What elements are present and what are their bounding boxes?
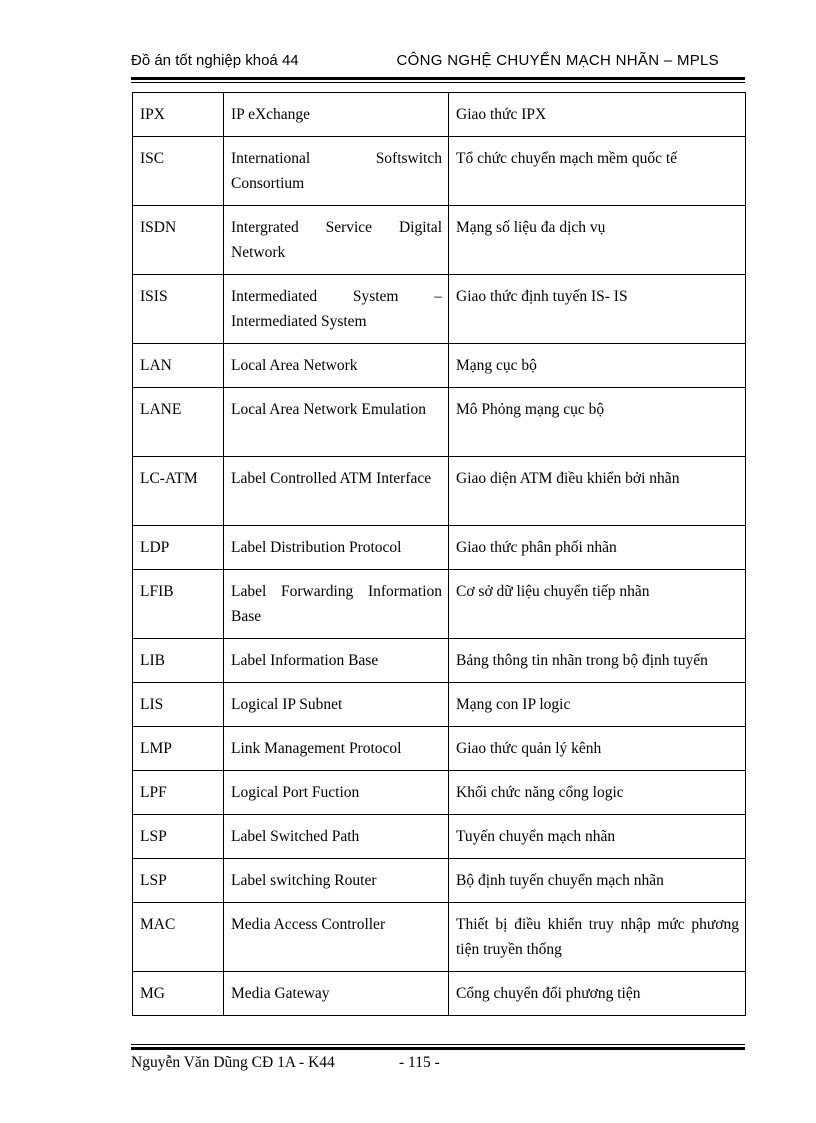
- term-cell: Label Controlled ATM Interface: [224, 457, 449, 526]
- abbr-cell: LSP: [133, 815, 224, 859]
- table-row: [133, 639, 746, 683]
- abbr-cell: LIS: [133, 683, 224, 727]
- term-cell: Logical IP Subnet: [224, 683, 449, 727]
- header-right-text: CÔNG NGHỆ CHUYỂN MẠCH NHÃN – MPLS: [396, 52, 719, 69]
- term-cell: IP eXchange: [224, 93, 449, 137]
- table-row: [133, 206, 746, 275]
- term-cell: Media Access Controller: [224, 903, 449, 972]
- table-row: [133, 570, 746, 639]
- term-cell: Media Gateway: [224, 972, 449, 1016]
- meaning-cell: Giao thức phân phối nhãn: [449, 526, 746, 570]
- term-cell: International Softswitch Consortium: [224, 137, 449, 206]
- table-row: [133, 457, 746, 526]
- page-header: [131, 52, 745, 76]
- table-row: [133, 137, 746, 206]
- term-cell: Intergrated Service Digital Network: [224, 206, 449, 275]
- meaning-cell: Tuyến chuyển mạch nhãn: [449, 815, 746, 859]
- meaning-cell: Giao diện ATM điều khiển bởi nhãn: [449, 457, 746, 526]
- abbr-cell: LANE: [133, 388, 224, 457]
- term-cell: Link Management Protocol: [224, 727, 449, 771]
- meaning-cell: Mạng con IP logic: [449, 683, 746, 727]
- term-cell: Label Information Base: [224, 639, 449, 683]
- meaning-cell: Giao thức định tuyến IS- IS: [449, 275, 746, 344]
- meaning-cell: Cổng chuyển đổi phương tiện: [449, 972, 746, 1016]
- table-row: [133, 388, 746, 457]
- table-row: [133, 771, 746, 815]
- abbr-cell: MG: [133, 972, 224, 1016]
- abbr-cell: ISDN: [133, 206, 224, 275]
- table-row: [133, 275, 746, 344]
- term-cell: Local Area Network: [224, 344, 449, 388]
- table-row: [133, 727, 746, 771]
- term-cell: Logical Port Fuction: [224, 771, 449, 815]
- abbreviation-table: [132, 92, 746, 1016]
- table-row: [133, 815, 746, 859]
- table-row: [133, 526, 746, 570]
- abbr-cell: LSP: [133, 859, 224, 903]
- meaning-cell: Mạng số liệu đa dịch vụ: [449, 206, 746, 275]
- header-rule-thick: [131, 77, 745, 80]
- header-left-text: Đồ án tốt nghiệp khoá 44: [131, 52, 299, 69]
- abbr-cell: ISC: [133, 137, 224, 206]
- meaning-cell: Thiết bị điều khiển truy nhập mức phương tiện truyền thống: [449, 903, 746, 972]
- page-number: - 115 -: [399, 1054, 440, 1071]
- abbr-cell: LMP: [133, 727, 224, 771]
- table-row: [133, 93, 746, 137]
- table-row: [133, 683, 746, 727]
- meaning-cell: Bảng thông tin nhãn trong bộ định tuyến: [449, 639, 746, 683]
- term-cell: Label Switched Path: [224, 815, 449, 859]
- meaning-cell: Giao thức quản lý kênh: [449, 727, 746, 771]
- meaning-cell: Khối chức năng cổng logic: [449, 771, 746, 815]
- term-cell: Local Area Network Emulation: [224, 388, 449, 457]
- footer-rule-thin: [131, 1044, 745, 1045]
- abbr-cell: LFIB: [133, 570, 224, 639]
- term-cell: Label switching Router: [224, 859, 449, 903]
- abbr-cell: LPF: [133, 771, 224, 815]
- table-row: [133, 859, 746, 903]
- meaning-cell: Mô Phỏng mạng cục bộ: [449, 388, 746, 457]
- header-rule-thin: [131, 82, 745, 83]
- abbr-cell: IPX: [133, 93, 224, 137]
- abbr-cell: ISIS: [133, 275, 224, 344]
- abbr-cell: LC-ATM: [133, 457, 224, 526]
- meaning-cell: Bộ định tuyến chuyển mạch nhãn: [449, 859, 746, 903]
- meaning-cell: Mạng cục bộ: [449, 344, 746, 388]
- abbr-cell: LDP: [133, 526, 224, 570]
- term-cell: Label Forwarding Information Base: [224, 570, 449, 639]
- meaning-cell: Giao thức IPX: [449, 93, 746, 137]
- footer-rule-thick: [131, 1047, 745, 1050]
- meaning-cell: Tổ chức chuyển mạch mềm quốc tế: [449, 137, 746, 206]
- term-cell: Intermediated System – Intermediated System: [224, 275, 449, 344]
- abbr-cell: LAN: [133, 344, 224, 388]
- table-row: [133, 344, 746, 388]
- table-row: [133, 972, 746, 1016]
- footer-author: Nguyễn Văn Dũng CĐ 1A - K44: [131, 1054, 335, 1071]
- abbr-cell: MAC: [133, 903, 224, 972]
- table-row: [133, 903, 746, 972]
- abbr-cell: LIB: [133, 639, 224, 683]
- term-cell: Label Distribution Protocol: [224, 526, 449, 570]
- meaning-cell: Cơ sở dữ liệu chuyển tiếp nhãn: [449, 570, 746, 639]
